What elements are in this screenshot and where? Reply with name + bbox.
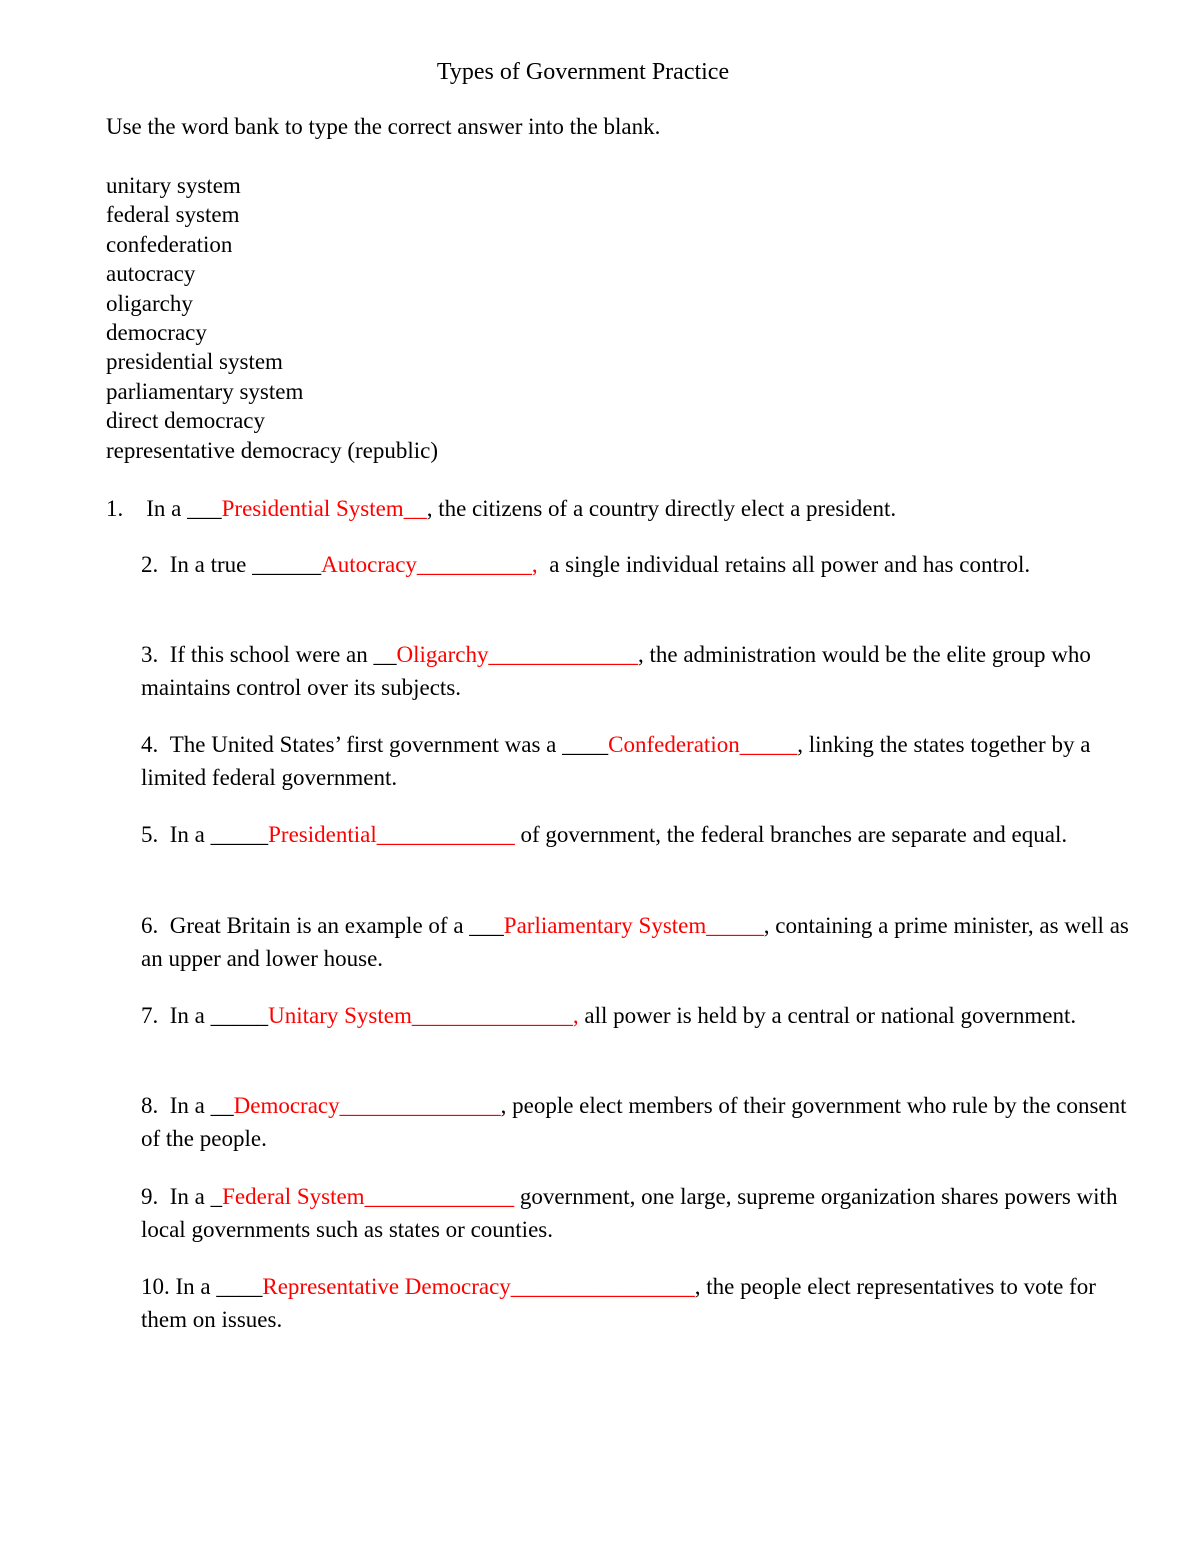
question-text-before: 7. In a _____ [141,1003,269,1028]
word-bank-item: oligarchy [106,290,193,316]
question-5 [141,818,1141,851]
question-10 [141,1270,1141,1336]
question-2 [141,548,1141,581]
question-text-before: 8. In a __ [141,1093,234,1118]
question-3 [141,638,1141,704]
question-text-after: government, one large, supreme organization shares powers with local governments such as states or counties. [141,1184,1118,1242]
question-text-before: 6. Great Britain is an example of a ___ [141,913,504,938]
answer-text: Unitary System______________, [268,1003,579,1028]
question-text-before: 2. In a true ______ [141,552,322,577]
question-text-after: a single individual retains all power and has control. [537,552,1031,577]
question-text-before: 9. In a _ [141,1184,223,1209]
question-text-before: 3. If this school were an __ [141,642,397,667]
answer-text: Presidential____________ [268,822,515,847]
word-bank-item: democracy [106,320,207,346]
question-text-before: 1. In a ___ [106,496,222,521]
answer-text: Parliamentary System_____ [503,913,764,938]
answer-text: Confederation_____ [608,732,798,757]
word-bank-item: confederation [106,231,233,257]
question-text-before: 10. In a ____ [141,1274,263,1299]
question-text-after: , people elect members of their government who rule by the consent of the people. [141,1093,1127,1151]
word-bank [106,171,438,465]
question-4 [141,728,1141,794]
question-text-after: , the citizens of a country directly elect a president. [426,496,897,521]
instructions: Use the word bank to type the correct answer into the blank. [106,114,661,139]
question-text-after: of government, the federal branches are separate and equal. [514,822,1068,847]
question-text-after: , the people elect representatives to vote for them on issues. [141,1274,1096,1332]
question-text-after: , containing a prime minister, as well as an upper and lower house. [141,913,1129,971]
word-bank-item: representative democracy (republic) [106,437,439,463]
question-text-after: , linking the states together by a limited federal government. [141,732,1091,790]
word-bank-item: direct democracy [106,408,265,434]
word-bank-item: parliamentary system [106,378,304,404]
answer-text: Representative Democracy________________ [262,1274,695,1299]
answer-text: Federal System_____________ [222,1184,515,1209]
answer-text: Autocracy__________, [321,552,538,577]
answer-text: Presidential System__ [221,496,427,521]
question-1 [106,492,1106,525]
word-bank-item: unitary system [106,173,241,198]
question-text-after: , the administration would be the elite group who maintains control over its subjects. [141,642,1091,700]
answer-text: Oligarchy_____________ [396,642,638,667]
word-bank-item: autocracy [106,261,196,287]
question-6 [141,909,1141,975]
word-bank-item: federal system [106,202,240,228]
question-8 [141,1089,1141,1155]
question-text-after: all power is held by a central or national government. [578,1003,1077,1028]
question-9 [141,1180,1141,1246]
answer-text: Democracy______________ [233,1093,501,1118]
word-bank-item: presidential system [106,349,283,375]
question-text-before: 5. In a _____ [141,822,269,847]
page-title: Types of Government Practice [436,59,730,85]
question-text-before: 4. The United States’ first government was a ____ [141,732,609,757]
question-7 [141,999,1141,1032]
